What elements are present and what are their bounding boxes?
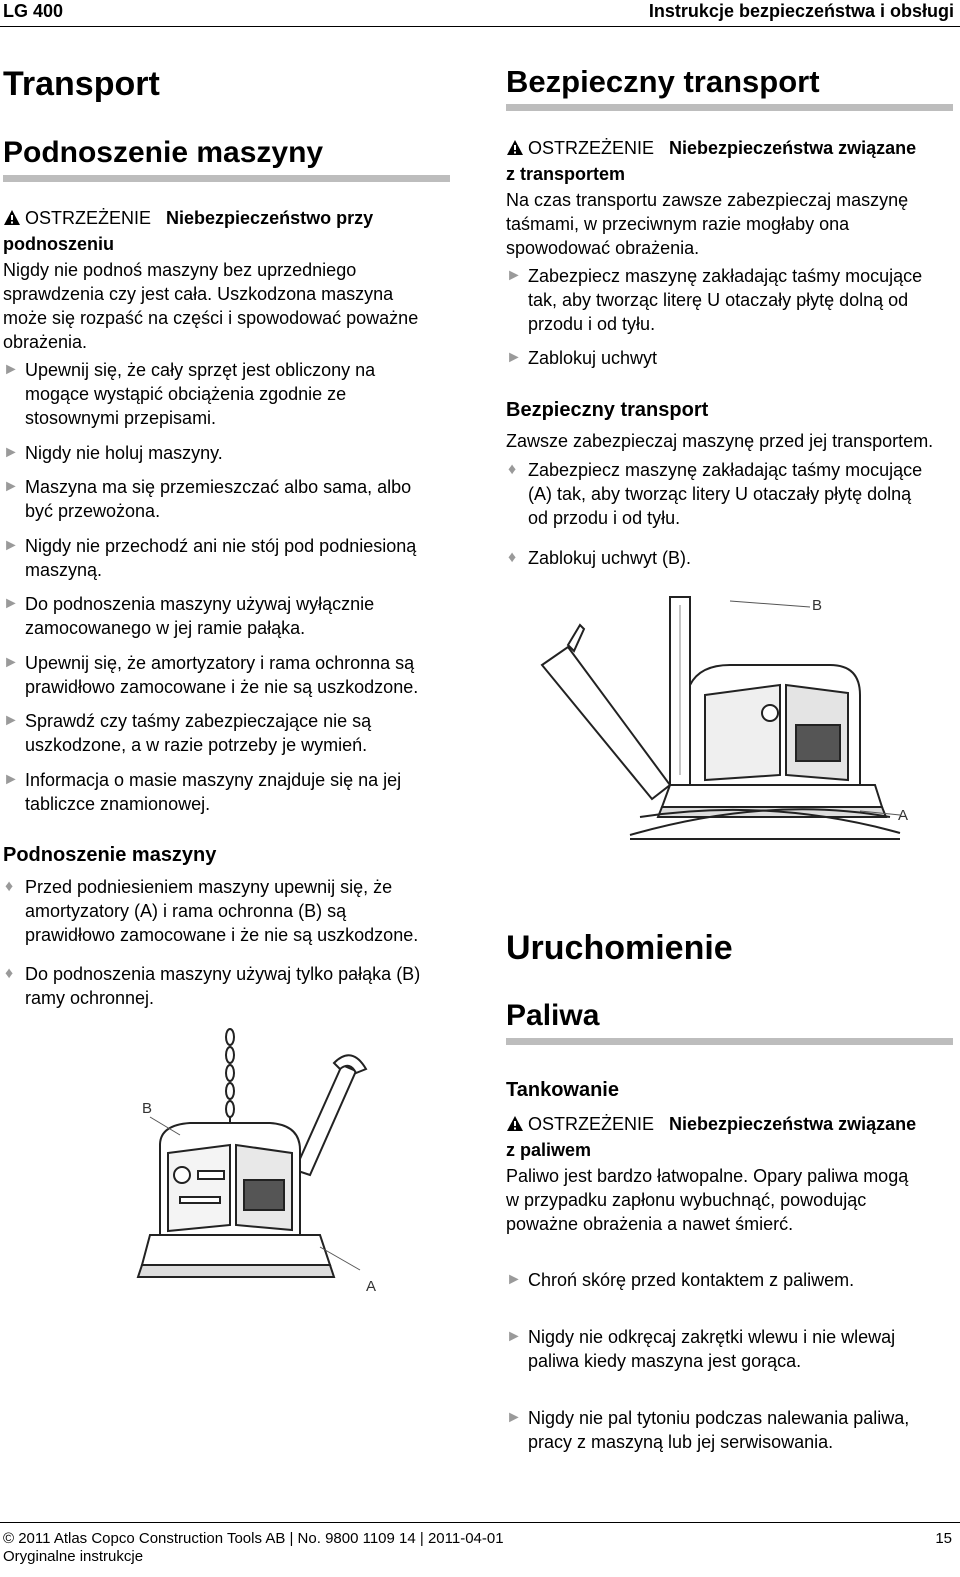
list-item [3, 358, 455, 430]
arrow-bullet-icon: ► [3, 537, 19, 554]
arrow-bullet-icon: ► [3, 361, 19, 378]
list-item [506, 1268, 958, 1292]
item-line: Nigdy nie holuj maszyny. [25, 443, 223, 463]
warning-title-line2: podnoszeniu [3, 234, 114, 254]
intro-line: Nigdy nie podnoś maszyny bez uprzedniego [3, 260, 357, 280]
intro-line: Paliwo jest bardzo łatwopalne. Opary paliwa mogą [506, 1166, 909, 1186]
item-line: od przodu i od tyłu. [528, 508, 681, 528]
arrow-bullet-icon: ► [3, 654, 19, 671]
lifting-figure [120, 1025, 440, 1325]
warning-title: Niebezpieczeństwa związane [669, 1114, 917, 1134]
label-a: A [366, 1278, 377, 1295]
refueling-subheading: Tankowanie [506, 1079, 619, 1101]
step-item [506, 458, 958, 530]
item-line: prawidłowo zamocowane i że nie są uszkodzone. [25, 925, 419, 945]
startup-heading: Uruchomienie [506, 929, 733, 967]
arrow-bullet-icon: ► [3, 478, 19, 495]
warning-triangle-icon [506, 1114, 524, 1138]
item-line: prawidłowo zamocowane i że nie są uszkodzone. [25, 677, 419, 697]
list-item [3, 651, 455, 699]
item-line: Przed podniesieniem maszyny upewnij się, że [25, 877, 393, 897]
list-item [3, 768, 455, 816]
item-line: Do podnoszenia maszyny używaj tylko pałąka (B) [25, 964, 421, 984]
arrow-bullet-icon: ► [506, 349, 522, 366]
item-line: Zablokuj uchwyt [528, 348, 658, 368]
item-line: Sprawdź czy taśmy zabezpieczające nie są [25, 711, 372, 731]
intro-line: Na czas transportu zawsze zabezpieczaj maszynę [506, 190, 909, 210]
heading-rule [506, 104, 953, 111]
arrow-bullet-icon: ► [506, 1271, 522, 1288]
footer-rule [0, 1522, 960, 1523]
step-item [506, 546, 958, 570]
warning-title: Niebezpieczeństwa związane [669, 138, 917, 158]
item-line: Chroń skórę przed kontaktem z paliwem. [528, 1270, 855, 1290]
page-footer [3, 1530, 504, 1566]
list-item [506, 1325, 958, 1373]
warning-title-line2: z paliwem [506, 1140, 592, 1160]
item-line: Do podnoszenia maszyny używaj wyłącznie [25, 594, 375, 614]
step-item [3, 962, 465, 1010]
diamond-bullet-icon: ♦ [508, 461, 517, 478]
item-line: Maszyna ma się przemieszczać albo sama, albo [25, 477, 412, 497]
lifting-subheading: Podnoszenie maszyny [3, 844, 217, 866]
intro-line: sprawdzenia czy jest cała. Uszkodzona maszyna [3, 284, 394, 304]
arrow-bullet-icon: ► [3, 712, 19, 729]
warning-title: Niebezpieczeństwo przy [166, 208, 374, 228]
intro-line: w przypadku zapłonu wybuchnąć, powodując [506, 1190, 867, 1210]
item-line: mogące wystąpić obciążenia zgodnie ze [25, 384, 347, 404]
item-line: Zablokuj uchwyt (B). [528, 548, 692, 568]
model-name: LG 400 [3, 1, 64, 21]
page-header [0, 0, 960, 27]
list-item [506, 1406, 960, 1454]
diamond-bullet-icon: ♦ [5, 965, 14, 982]
item-line: (A) tak, aby tworząc litery U otaczały płytę dolną [528, 484, 912, 504]
item-line: tak, aby tworząc literę U otaczały płytę dolną od [528, 290, 909, 310]
section-title: Instrukcje bezpieczeństwa i obsługi [648, 1, 954, 21]
item-line: Upewnij się, że cały sprzęt jest obliczony na [25, 360, 376, 380]
lifting-intro [3, 258, 453, 354]
list-item [3, 475, 455, 523]
intro-line: poważne obrażenia a nawet śmierć. [506, 1214, 794, 1234]
warning-triangle-icon [506, 138, 524, 162]
fuels-heading: Paliwa [506, 999, 600, 1032]
label-b: B [812, 597, 823, 614]
original-note: Oryginalne instrukcje [3, 1548, 144, 1565]
item-line: być przewożona. [25, 501, 161, 521]
intro-line: obrażenia. [3, 332, 88, 352]
item-line: Nigdy nie pal tytoniu podczas nalewania paliwa, [528, 1408, 910, 1428]
arrow-bullet-icon: ► [3, 444, 19, 461]
item-line: Nigdy nie odkręcaj zakrętki wlewu i nie wlewaj [528, 1327, 896, 1347]
arrow-bullet-icon: ► [506, 267, 522, 284]
arrow-bullet-icon: ► [3, 595, 19, 612]
item-line: Zabezpiecz maszynę zakładając taśmy mocujące [528, 460, 923, 480]
transport-warning [506, 136, 958, 186]
item-line: pracy z maszyną lub jej serwisowania. [528, 1432, 834, 1452]
arrow-bullet-icon: ► [3, 771, 19, 788]
intro-line: spowodować obrażenia. [506, 238, 700, 258]
item-line: stosownymi przepisami. [25, 408, 217, 428]
item-line: zamocowanego w jej ramie pałąka. [25, 618, 306, 638]
arrow-bullet-icon: ► [506, 1409, 522, 1426]
lifting-warning [3, 206, 453, 256]
fuel-warning [506, 1112, 958, 1162]
page-number: 15 [935, 1530, 952, 1547]
item-line: paliwa kiedy maszyna jest gorąca. [528, 1351, 802, 1371]
heading-rule [506, 1038, 953, 1045]
label-a: A [898, 807, 909, 824]
warning-keyword: OSTRZEŻENIE [25, 208, 152, 228]
lifting-heading: Podnoszenie maszyny [3, 136, 324, 169]
copyright: © 2011 Atlas Copco Construction Tools AB | No. 9800 1109 14 | 2011-04-01 [3, 1530, 504, 1547]
item-line: Nigdy nie przechodź ani nie stój pod podniesioną [25, 536, 417, 556]
item-line: przodu i od tyłu. [528, 314, 656, 334]
diamond-bullet-icon: ♦ [5, 878, 14, 895]
list-item [506, 346, 958, 370]
transport-sub-intro: Zawsze zabezpieczaj maszynę przed jej transportem. [506, 431, 934, 451]
intro-line: może się rozpaść na części i spowodować poważne [3, 308, 419, 328]
item-line: uszkodzone, a w razie potrzeby je wymień. [25, 735, 368, 755]
transport-figure [530, 585, 930, 860]
list-item [3, 709, 455, 757]
transport-intro [506, 188, 958, 260]
list-item [3, 441, 455, 465]
heading-rule [3, 175, 450, 182]
item-line: Zabezpiecz maszynę zakładając taśmy mocujące [528, 266, 923, 286]
list-item [3, 534, 455, 582]
item-line: ramy ochronnej. [25, 988, 155, 1008]
label-b: B [142, 1100, 153, 1117]
diamond-bullet-icon: ♦ [508, 549, 517, 566]
warning-keyword: OSTRZEŻENIE [528, 138, 655, 158]
transport-heading: Transport [3, 65, 160, 103]
step-item [3, 875, 465, 947]
item-line: Informacja o masie maszyny znajduje się na jej [25, 770, 402, 790]
list-item [3, 592, 455, 640]
fuel-intro [506, 1164, 958, 1236]
transport-subheading: Bezpieczny transport [506, 399, 709, 421]
safe-transport-heading: Bezpieczny transport [506, 64, 820, 99]
warning-title-line2: z transportem [506, 164, 626, 184]
list-item [506, 264, 958, 336]
item-line: Upewnij się, że amortyzatory i rama ochronna są [25, 653, 415, 673]
warning-triangle-icon [3, 208, 21, 232]
arrow-bullet-icon: ► [506, 1328, 522, 1345]
item-line: maszyną. [25, 560, 103, 580]
item-line: amortyzatory (A) i rama ochronna (B) są [25, 901, 347, 921]
item-line: tabliczce znamionowej. [25, 794, 211, 814]
warning-keyword: OSTRZEŻENIE [528, 1114, 655, 1134]
intro-line: taśmami, w przeciwnym razie mogłaby ona [506, 214, 850, 234]
